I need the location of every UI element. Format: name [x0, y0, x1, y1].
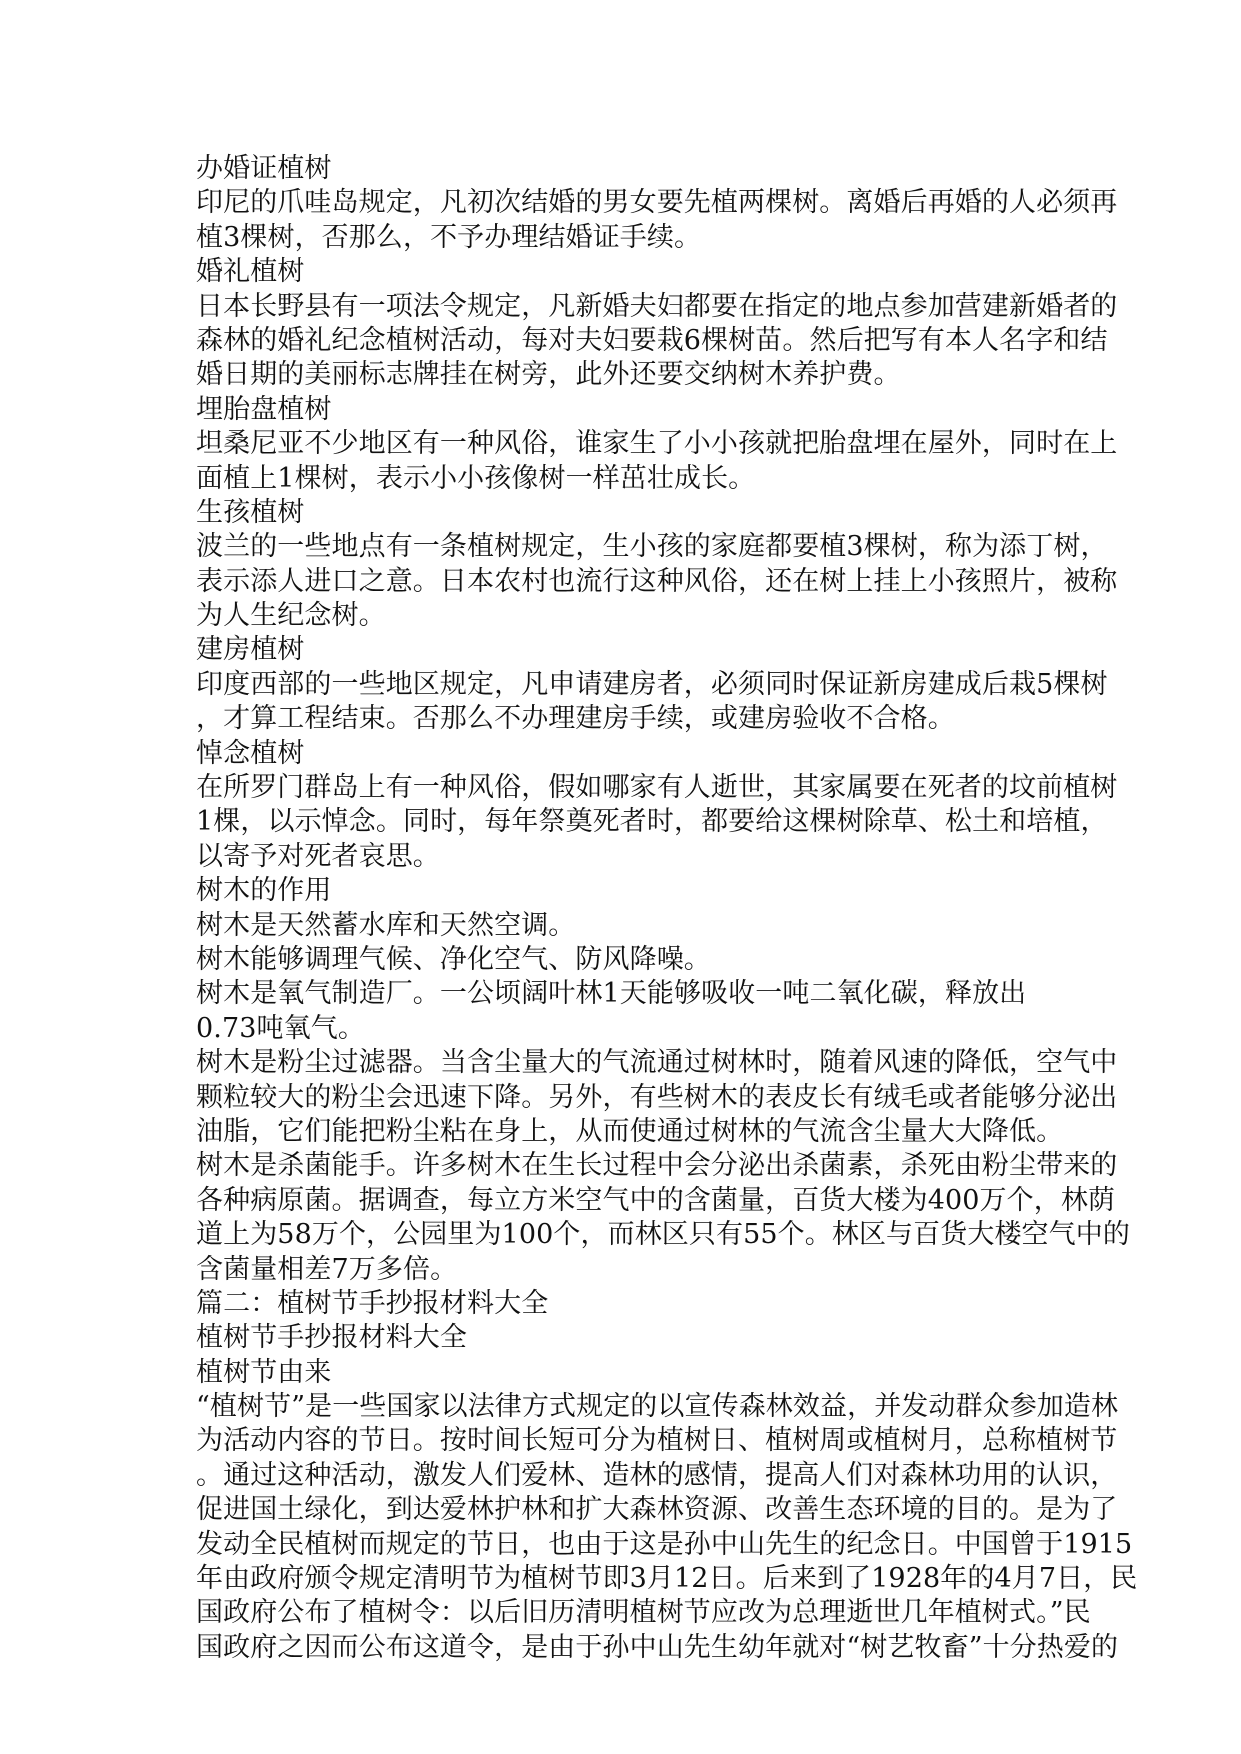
text-line: 为人生纪念树。 — [196, 600, 386, 632]
text-line: 日本长野县有一项法令规定，凡新婚夫妇都要在指定的地点参加营建新婚者的 — [196, 290, 1118, 322]
text-line: 办婚证植树 — [196, 153, 332, 184]
text-line: 树木是天然蓄水库和天然空调。 — [196, 909, 576, 941]
text-line: 以寄予对死者哀思。 — [196, 840, 440, 872]
text-line: 为活动内容的节日。按时间长短可分为植树日、植树周或植树月，总称植树节 — [196, 1425, 1118, 1457]
text-line: 年由政府颁令规定清明节为植树节即3月12日。后来到了1928年的4月7日，民 — [196, 1563, 1138, 1595]
text-line: “植树节”是一些国家以法律方式规定的以宣传森林效益，并发动群众参加造林 — [196, 1391, 1119, 1423]
text-line: 篇二：植树节手抄报材料大全 — [196, 1287, 549, 1319]
text-line: 面植上1棵树，表示小小孩像树一样茁壮成长。 — [196, 462, 756, 494]
text-line: 印度西部的一些地区规定，凡申请建房者，必须同时保证新房建成后栽5棵树 — [196, 668, 1108, 700]
text-line: 印尼的爪哇岛规定，凡初次结婚的男女要先植两棵树。离婚后再婚的人必须再 — [196, 187, 1118, 219]
text-line: 波兰的一些地点有一条植树规定，生小孩的家庭都要植3棵树，称为添丁树， — [196, 531, 1108, 563]
text-line: 国政府公布了植树令：以后旧历清明植树节应改为总理逝世几年植树式。”民 — [196, 1597, 1091, 1629]
text-line: 各种病原菌。据调查，每立方米空气中的含菌量，百货大楼为400万个，林荫 — [196, 1184, 1116, 1216]
document-body — [196, 152, 1138, 1665]
text-line: 油脂，它们能把粉尘粘在身上，从而使通过树林的气流含尘量大大降低。 — [196, 1115, 1064, 1147]
text-line: 婚礼植树 — [196, 256, 305, 288]
text-line: 生孩植树 — [196, 496, 305, 528]
text-line: 埋胎盘植树 — [196, 393, 332, 425]
text-line: 在所罗门群岛上有一种风俗，假如哪家有人逝世，其家属要在死者的坟前植树 — [196, 772, 1118, 804]
text-line: 树木能够调理气候、净化空气、防风降噪。 — [196, 943, 711, 975]
text-line: 颗粒较大的粉尘会迅速下降。另外，有些树木的表皮长有绒毛或者能够分泌出 — [196, 1081, 1118, 1113]
text-line: 。通过这种活动，激发人们爱林、造林的感情，提高人们对森林功用的认识， — [196, 1459, 1118, 1491]
text-line: 悼念植树 — [196, 737, 305, 769]
text-line: 表示添人进口之意。日本农村也流行这种风俗，还在树上挂上小孩照片，被称 — [196, 565, 1118, 597]
text-line: 促进国土绿化，到达爱林护林和扩大森林资源、改善生态环境的目的。是为了 — [196, 1494, 1118, 1526]
text-line: 植3棵树，否那么，不予办理结婚证手续。 — [196, 221, 702, 253]
text-line: 坦桑尼亚不少地区有一种风俗，谁家生了小小孩就把胎盘埋在屋外，同时在上 — [196, 428, 1118, 460]
text-line: 植树节由来 — [196, 1356, 332, 1388]
text-line: 植树节手抄报材料大全 — [196, 1322, 467, 1354]
text-line: 道上为58万个，公园里为100个，而林区只有55个。林区与百货大楼空气中的 — [196, 1219, 1130, 1251]
text-line: 0.73吨氧气。 — [196, 1012, 365, 1044]
text-line: 1棵，以示悼念。同时，每年祭奠死者时，都要给这棵树除草、松土和培植， — [196, 806, 1108, 838]
text-line: 含菌量相差7万多倍。 — [196, 1253, 458, 1285]
text-line: 树木是粉尘过滤器。当含尘量大的气流通过树林时，随着风速的降低，空气中 — [196, 1047, 1118, 1079]
text-line: 婚日期的美丽标志牌挂在树旁，此外还要交纳树木养护费。 — [196, 359, 901, 391]
text-line: 树木是氧气制造厂。一公顷阔叶林1天能够吸收一吨二氧化碳，释放出 — [196, 978, 1027, 1010]
text-line: 树木是杀菌能手。许多树木在生长过程中会分泌出杀菌素，杀死由粉尘带来的 — [196, 1150, 1118, 1182]
text-line: 树木的作用 — [196, 875, 332, 907]
text-line: ，才算工程结束。否那么不办理建房手续，或建房验收不合格。 — [196, 703, 955, 735]
text-line: 国政府之因而公布这道令，是由于孙中山先生幼年就对“树艺牧畜”十分热爱的 — [196, 1631, 1119, 1663]
text-line: 发动全民植树而规定的节日，也由于这是孙中山先生的纪念日。中国曾于1915 — [196, 1528, 1133, 1560]
text-line: 森林的婚礼纪念植树活动，每对夫妇要栽6棵树苗。然后把写有本人名字和结 — [196, 324, 1108, 356]
text-line: 建房植树 — [196, 634, 305, 666]
